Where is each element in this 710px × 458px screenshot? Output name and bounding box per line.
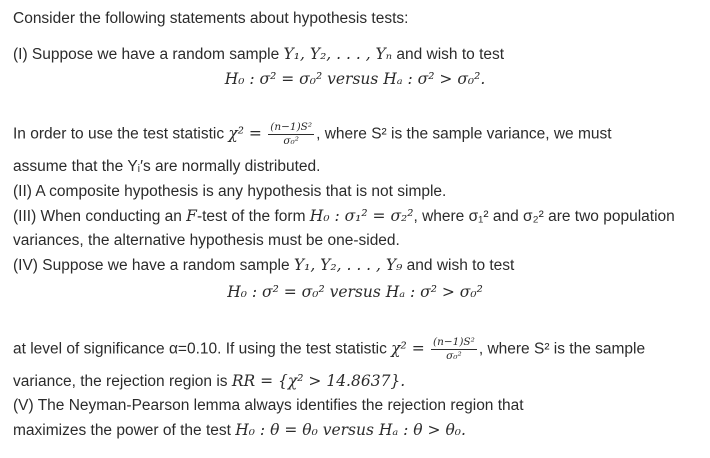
statement-1-line-4: assume that the Yᵢ′s are normally distributed.: [13, 158, 321, 175]
chi-square-symbol: χ² =: [391, 339, 425, 358]
statement-5-line-2: maximizes the power of the test H₀ : θ = θ₀ versus Hₐ : θ > θ₀.: [13, 421, 466, 439]
chi-square-symbol: χ² =: [228, 124, 262, 143]
statement-1-hypothesis: H₀ : σ² = σ₀² versus Hₐ : σ² > σ₀².: [224, 70, 486, 88]
test-statistic-fraction: $\frac{\text{(n−1)S²}}{\text{σ₀²}}$: [433, 336, 475, 362]
statement-4-line-4: variance, the rejection region is RR = {χ² > 14.8637}.: [13, 372, 406, 390]
statement-2: (II) A composite hypothesis is any hypothesis that is not simple.: [13, 183, 447, 200]
statement-3-line-2: variances, the alternative hypothesis must be one-sided.: [13, 232, 400, 249]
test-statistic-fraction: $\frac{\text{(n−1)S²}}{\text{σ₀²}}$: [270, 121, 313, 147]
statement-1-line-1: (I) Suppose we have a random sample Y₁, Y₂, . . . , Yₙ and wish to test: [13, 45, 505, 63]
intro-text: Consider the following statements about hypothesis tests:: [13, 10, 409, 27]
statement-3-line-1: (III) When conducting an F-test of the form H₀ : σ₁² = σ₂², where σ₁² and σ₂² are two population: [13, 207, 675, 225]
statement-4-line-1: (IV) Suppose we have a random sample Y₁, Y₂, . . . , Y₉ and wish to test: [13, 256, 515, 274]
statement-1-line-3: In order to use the test statistic χ² = $\frac{\text{(n−1)S²}}{\text{σ₀²}}$ , where S² is the sample variance, we must: [13, 121, 612, 147]
statement-4-hypothesis: H₀ : σ² = σ₀² versus Hₐ : σ² > σ₀²: [227, 283, 483, 301]
statement-4-line-3: at level of significance α=0.10. If using the test statistic χ² = $\frac{\text{(n−1)S²}}{\text{σ₀²}}$ , where S² is the sample: [13, 336, 646, 362]
statement-5-line-1: (V) The Neyman-Pearson lemma always identifies the rejection region that: [13, 397, 524, 414]
rejection-region: RR = {χ² > 14.8637}.: [231, 372, 406, 390]
